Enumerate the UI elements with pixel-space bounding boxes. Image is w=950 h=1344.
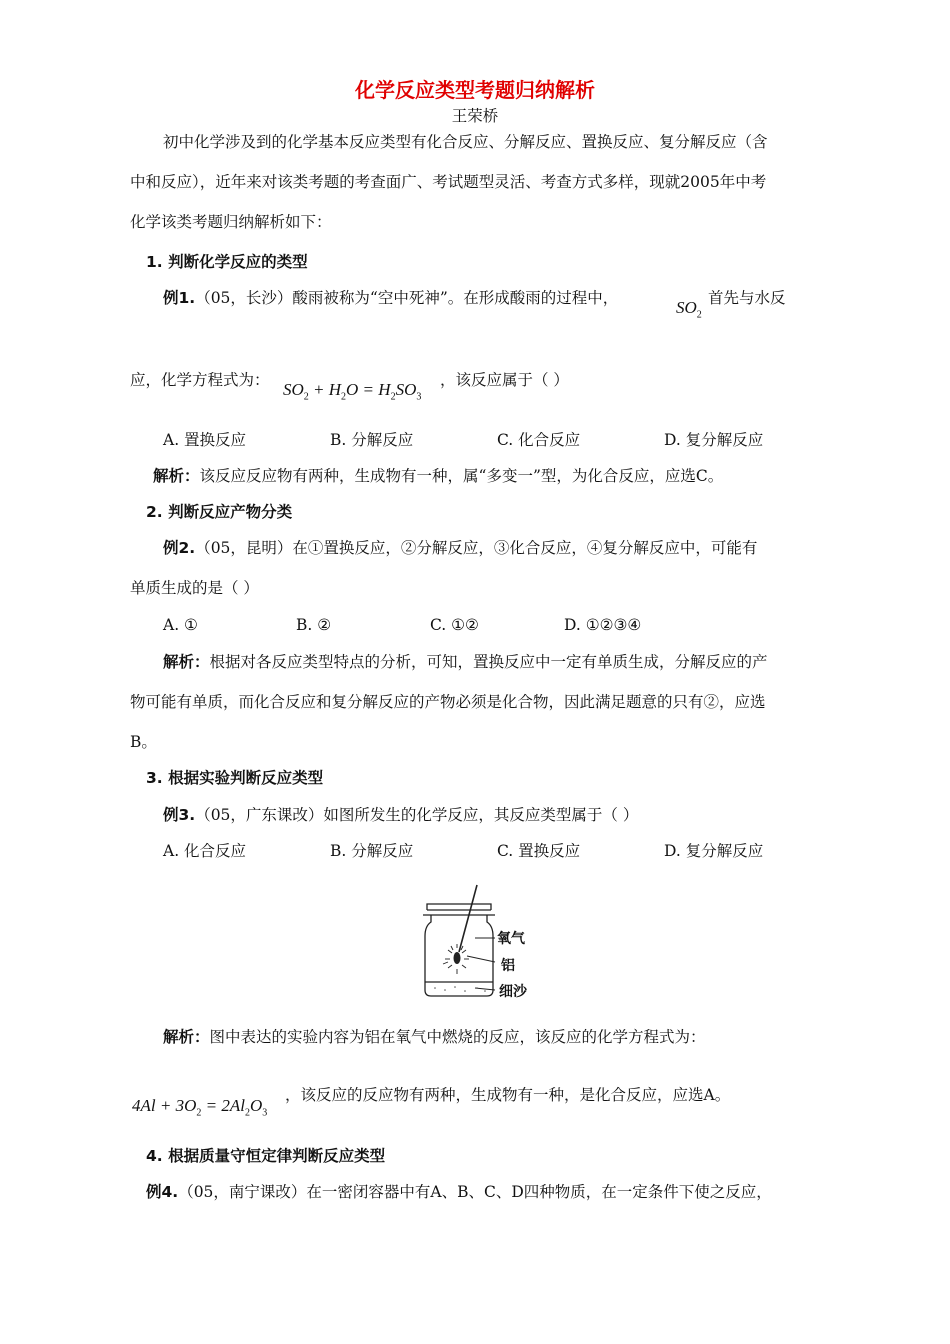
- label-aluminum: 铝: [501, 958, 515, 974]
- example-label: 例1.: [163, 289, 196, 307]
- intro-line-2: 中和反应），近年来对该类考题的考查面广、考试题型灵活、考查方式多样，现就2005年中考: [130, 173, 767, 191]
- option-d: D. ①②③④: [564, 616, 642, 634]
- example-4-line-1: [146, 1182, 772, 1202]
- example-text: （05，长沙）酸雨被称为“空中死神”。在形成酸雨的过程中，: [195, 289, 619, 307]
- analysis-text: 该反应反应物有两种，生成物有一种，属“多变一”型，为化合反应，应选C。: [199, 467, 724, 485]
- equation-al-o2: $4Al + 3O_2 = 2Al_2O_3$: [132, 1096, 268, 1119]
- page-title: 化学反应类型考题归纳解析: [355, 78, 595, 102]
- example-3-line-1: [163, 805, 638, 825]
- intro-line-3: 化学该类考题归纳解析如下：: [130, 213, 332, 231]
- option-c: C. 置换反应: [497, 842, 581, 860]
- example-text: （05，广东课改）如图所发生的化学反应，其反应类型属于（ ）: [195, 806, 639, 824]
- example-2-line-1: [163, 538, 757, 558]
- example-1-after: 首先与水反: [708, 289, 786, 307]
- option-b: B. ②: [296, 616, 332, 634]
- option-b: B. 分解反应: [330, 842, 414, 860]
- analysis-2-line-3: B。: [130, 733, 157, 751]
- analysis-label: 解析：: [163, 1028, 210, 1046]
- equation-so2-h2o: $SO_2 + H_2O = H_2SO_3$: [283, 380, 422, 403]
- option-a: A. ①: [163, 616, 198, 634]
- label-sand: 细沙: [499, 984, 527, 1000]
- analysis-label: 解析：: [153, 467, 200, 485]
- analysis-1: [153, 466, 723, 486]
- analysis-2-line-2: 物可能有单质，而化合反应和复分解反应的产物必须是化合物，因此满足题意的只有②，应选: [130, 693, 766, 711]
- section-1-heading: 1. 判断化学反应的类型: [146, 253, 308, 271]
- label-oxygen: 氧气: [497, 931, 525, 947]
- analysis-2-line-1: [163, 652, 768, 672]
- option-d: D. 复分解反应: [664, 842, 764, 860]
- author: 王荣桥: [451, 107, 499, 125]
- section-2-heading: 2. 判断反应产物分类: [146, 503, 293, 521]
- example-text: （05，南宁课改）在一密闭容器中有A、B、C、D四种物质，在一定条件下使之反应，: [178, 1183, 772, 1201]
- analysis-text: 图中表达的实验内容为铝在氧气中燃烧的反应，该反应的化学方程式为：: [209, 1028, 706, 1046]
- option-a: A. 化合反应: [163, 842, 247, 860]
- analysis-3-line-2: ，该反应的反应物有两种，生成物有一种，是化合反应，应选A。: [285, 1086, 731, 1104]
- example-1-line-1: [163, 288, 618, 308]
- option-b: B. 分解反应: [330, 431, 414, 449]
- section-3-heading: 3. 根据实验判断反应类型: [146, 769, 324, 787]
- example-label: 例2.: [163, 539, 196, 557]
- intro-line-1: 初中化学涉及到的化学基本反应类型有化合反应、分解反应、置换反应、复分解反应（含: [163, 133, 768, 151]
- example-2-line-2: 单质生成的是（ ）: [130, 579, 259, 597]
- option-d: D. 复分解反应: [664, 431, 764, 449]
- option-c: C. 化合反应: [497, 431, 581, 449]
- analysis-text: 根据对各反应类型特点的分析，可知，置换反应中一定有单质生成，分解反应的产: [209, 653, 768, 671]
- example-text: （05，昆明）在①置换反应，②分解反应，③化合反应，④复分解反应中，可能有: [195, 539, 758, 557]
- analysis-3-line-1: [163, 1027, 706, 1047]
- option-c: C. ①②: [430, 616, 479, 634]
- example-label: 例4.: [146, 1183, 179, 1201]
- formula-so2: $SO_2$: [676, 298, 702, 321]
- example-label: 例3.: [163, 806, 196, 824]
- example-1-line-2-post: ，该反应属于（ ）: [440, 371, 569, 389]
- example-1-line-2-pre: 应，化学方程式为：: [130, 371, 270, 389]
- section-4-heading: 4. 根据质量守恒定律判断反应类型: [146, 1147, 386, 1165]
- experiment-figure: [415, 882, 540, 1002]
- option-a: A. 置换反应: [163, 431, 247, 449]
- analysis-label: 解析：: [163, 653, 210, 671]
